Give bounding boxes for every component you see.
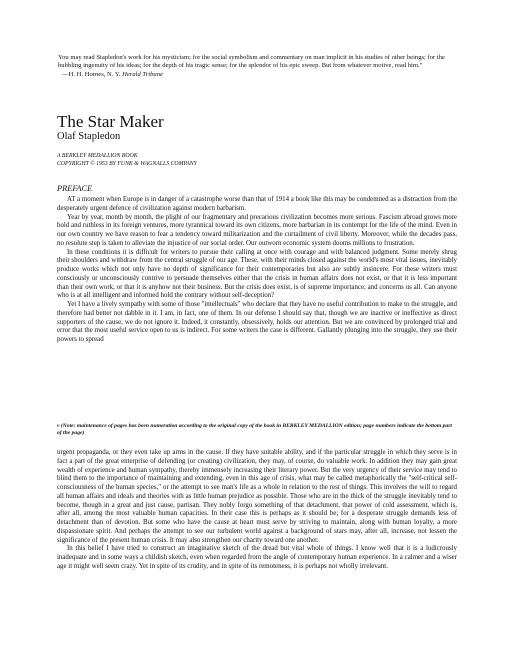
- copyright-line: COPYRIGHT © 1953 BY FUNK & WAGNALLS COMPANY: [57, 160, 197, 167]
- page-note: v (Note: maintenance of pages has been numeration according to the original copy of the book in BERKLEY MEDALLION edition; page numbers indicate the bottom part of the page): [57, 423, 452, 436]
- paragraph: Year by year, month by month, the plight of our fragmentary and precarious civilization becomes more serious. Fascism abroad grows more bold and ruthless in its foreign ventures, more tyrannical toward its own citizens, more barbarian in its contempt for the life of the mind. Even in our own country we have reason to fear a tendency toward militarization and the curtailment of civil liberty. Moreover, while the decades pass, no resolute step is taken to alleviate the injustice of our social order. Our outworn economic system dooms millions to frustration.: [57, 213, 457, 247]
- paragraph: In this belief I have tried to construct an imaginative sketch of the dread but vital whole of things. I know well that it is a ludicrously inadequate and in some ways a childish sketch, even when regarded from the angle of contemporary human experience. In a calmer and a wiser age it might well seem crazy. Yet in spite of its crudity, and in spite of its remoteness, it is perhaps not wholly irrelevant.: [57, 545, 457, 570]
- paragraph: In these conditions it is difficult for writers to pursue their calling at once with courage and with balanced judgment. Some merely shrug their shoulders and withdraw from the central struggle of our age. These, with their minds closed against the world's most vital issues, inevitably produce works which not only have no depth of significance for their contemporaries but also are subtly insincere. For these writers must consciously or unconsciously contrive to persuade themselves either that the crisis in human affairs does not exist, or that it is less important than their own work, or that it is anyhow not their business. But the crisis does exist, is of supreme importance, and concerns us all. Can anyone who is at all intelligent and informed hold the contrary without self-deception?: [57, 248, 457, 300]
- book-author: Olaf Stapledon: [57, 131, 121, 142]
- blurb-source: Herald Tribune: [122, 70, 163, 78]
- paragraph: Yet I have a lively sympathy with some of those "intellectuals" who declare that they have no useful contribution to make to the struggle, and therefore had better not dabble in it. I am, in fact, one of them. In our defense I should say that, though we are inactive or ineffective as direct supporters of the cause, we do not ignore it. Indeed, it constantly, obsessively, holds our attention. But we are convinced by prolonged trial and error that the most useful service open to us is indirect. For some writers the case is different. Gallantly plunging into the struggle, they use their powers to spread: [57, 301, 457, 343]
- preface-heading: PREFACE: [57, 184, 93, 193]
- blurb-quote: You may read Stapledon's work for his mysticism; for the social symbolism and commentary on man implicit in his studies of other beings; for the bubbling ingenuity of his ideas; for the depth of his tragic sense; for the splendor of his epic sweep. But from whatever motive, read him.": [58, 54, 445, 70]
- preface-continuation: [57, 449, 457, 572]
- publisher-info: [57, 153, 197, 168]
- blurb-reviewer: —H. H. Hornes, N. Y.: [62, 70, 121, 78]
- publisher-line: A BERKLEY MEDALLION BOOK: [57, 153, 138, 159]
- preface-body: [57, 196, 457, 345]
- blurb-attribution: [58, 71, 458, 79]
- book-title: The Star Maker: [57, 112, 164, 131]
- paragraph: urgent propaganda, or they even take up arms in the cause. If they have suitable ability, and if the particular struggle in which they serve is in fact a part of the great enterprise of defending (or creating) civilization, they may, of course, do valuable work. In addition they may gain great wealth of experience and human sympathy, thereby immensely increasing their literary power. But the very urgency of their service may tend to blind them to the importance of maintaining and extending, even in this age of crisis, what may be called metaphorically the "self-critical self-consciousness of the human species," or the attempt to see man's life as a whole in relation to the rest of things. This involves the will to regard all human affairs and ideals and theories with as little human prejudice as possible. Those who are in the thick of the struggle inevitably tend to become, though in a great and just cause, partisan. They nobly forgo something of that detachment, that power of cold assessment, which is, after all, among the most valuable human capacities. In their case this is perhaps as it should be; for a desperate struggle demands less of detachment than of devotion. But some who have the cause at heart must serve by striving to maintain, along with human loyalty, a more dispassionate spirit. And perhaps the attempt to see our turbulent world against a background of stars may, after all, increase, not lessen the significance of the present human crisis. It may also strengthen our charity toward one another.: [57, 449, 457, 544]
- paragraph: AT a moment when Europe is in danger of a catastrophe worse than that of 1914 a book like this may be condemned as a distraction from the desperately urgent defence of civilization against modern barbarism.: [57, 196, 457, 212]
- review-blurb: [58, 54, 458, 79]
